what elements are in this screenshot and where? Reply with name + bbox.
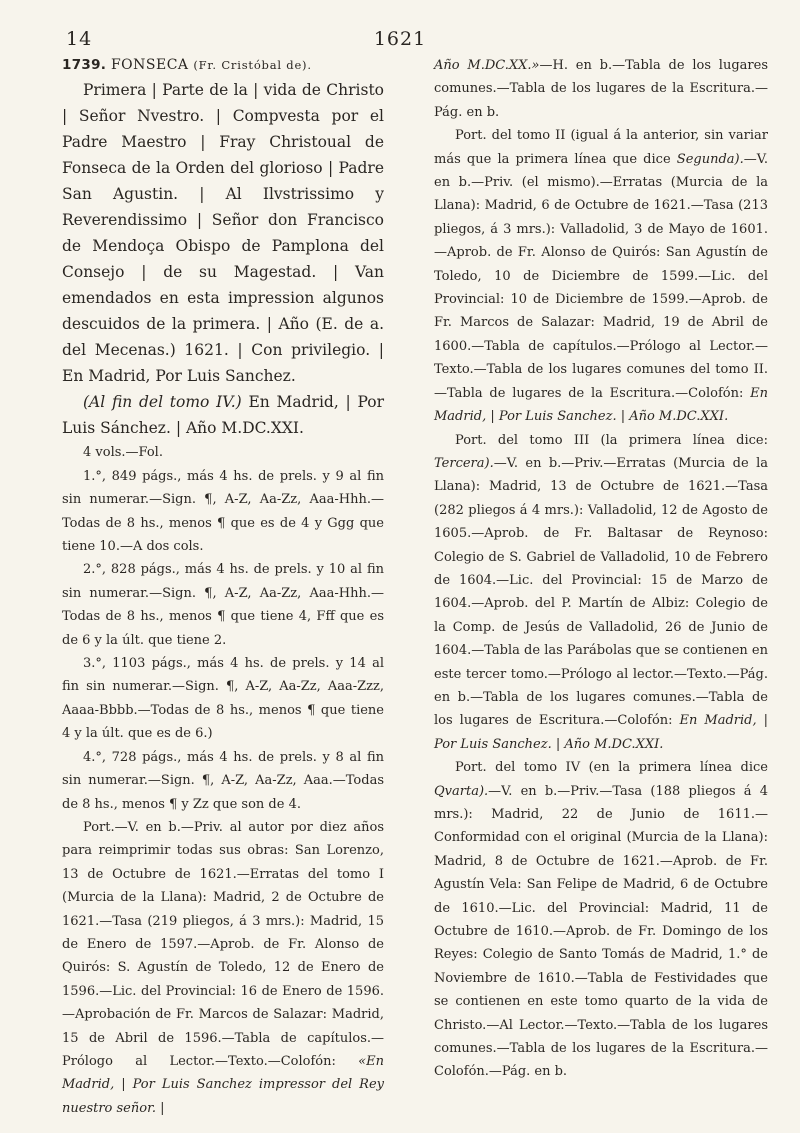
- preliminaries-colophon: «En Madrid, | Por Luis Sanchez impressor del Rey nuestro señor. |: [62, 1053, 384, 1116]
- preliminaries-text: Port.—V. en b.—Priv. al autor por diez años para reimprimir todas sus obras: San Lorenzo, 13 de Octubre de 1621.—Erratas del tomo I (Murcia de la Llana): Madrid, 2 de Octubre de 1621.—Tasa (219 pliegos, á 3 mrs.): Madrid, 15 de Enero de 1597.—Aprob. de Fr. Alonso de Quirós: S. Agustín de Toledo, 12 de Enero de 1596.—Lic. del Provincial: 16 de Enero de 1596.—Aprobación de Fr. Marcos de Salazar: Madrid, 15 de Abril de 1596.—Tabla de capítulos.—Prólogo al Lector.—Texto.—Colofón:: [62, 819, 384, 1069]
- vol3-italic-a: Tercera).: [434, 455, 494, 471]
- volume-2-desc: 2.°, 828 págs., más 4 hs. de prels. y 10 al fin sin numerar.—Sign. ¶, A-Z, Aa-Zz, Aaa-Hhh.—Todas de 8 hs., menos ¶ que tiene 4, Fff que es de 6 y la últ. que tiene 2.: [62, 562, 384, 648]
- page-number: 14: [66, 28, 93, 50]
- right-column: [434, 54, 768, 1084]
- volume-3-preliminaries: [434, 429, 768, 757]
- vol4-text-b: —V. en b.—Priv.—Tasa (188 pliegos á 4 mrs.): Madrid, 22 de Junio de 1611.—Conformidad con el original (Murcia de la Llana): Madrid, 8 de Octubre de 1621.—Aprob. de Fr. Agustín Vela: San Felipe de Madrid, 6 de Octubre de 1610.—Lic. del Provincial: Madrid, 11 de Octubre de 1610.—Aprob. de Fr. Domingo de los Reyes: Colegio de Santo Tomás de Madrid, 1.° de Noviembre de 1610.—Tabla de Festividades que se contienen en este tomo quarto de la vida de Christo.—Al Lector.—Texto.—Tabla de los lugares comunes.—Tabla de los lugares de la Escritura.—Colofón.—Pág. en b.: [434, 783, 768, 1080]
- volume-3-desc: 3.°, 1103 págs., más 4 hs. de prels. y 14 al fin sin numerar.—Sign. ¶, A-Z, Aa-Zz, Aaa-Zzz, Aaaa-Bbbb.—Todas de 8 hs., menos ¶ que tiene 4 y la últ. que es de 6.): [62, 656, 384, 742]
- page-year: 1621: [373, 28, 427, 50]
- vol4-italic-a: Qvarta).: [434, 783, 489, 799]
- book-title: Primera | Parte de la | vida de Christo | Señor Nvestro. | Compvesta por el Padre Maestro | Fray Christoual de Fonseca de la Orden del glorioso | Padre San Agustin. | Al Ilvstrissimo y Reverendissimo | Señor don Francisco de Mendoça Obispo de Pamplona del Consejo | de su Magestad. | Van emendados en esta impression algunos descuidos de la primera. | Año (E. de a. del Mecenas.) 1621. | Con privilegio. | En Madrid, Por Luis Sanchez.: [62, 81, 384, 386]
- preliminaries-desc: [62, 816, 384, 1120]
- entry-author: FONSECA: [110, 57, 189, 73]
- left-column: [62, 54, 384, 1120]
- colophon-rest: En Madrid, | Por Luis Sánchez. | Año M.DC.XXI.: [62, 393, 384, 438]
- vol3-text-a: Port. del tomo III (la primera línea dice:: [455, 432, 768, 448]
- entry-author-rest: (Fr. Cristóbal de).: [193, 58, 312, 72]
- vol3-text-b: —V. en b.—Priv.—Erratas (Murcia de la Llana): Madrid, 13 de Octubre de 1621.—Tasa (282 pliegos á 4 mrs.): Valladolid, 12 de Agosto de 1605.—Aprob. de Fr. Baltasar de Reynoso: Colegio de S. Gabriel de Valladolid, 10 de Febrero de 1604.—Lic. del Provincial: 15 de Marzo de 1604.—Aprob. del P. Martín de Albiz: Colegio de la Comp. de Jesús de Valladolid, 26 de Junio de 1604.—Tabla de las Parábolas que se contienen en este tercer tomo.—Prólogo al lector.—Texto.—Pág. en b.—Tabla de los lugares comunes.—Tabla de los lugares de Escritura.—Colofón:: [434, 455, 768, 729]
- volume-1-desc: 1.°, 849 págs., más 4 hs. de prels. y 9 al fin sin numerar.—Sign. ¶, A-Z, Aa-Zz, Aaa-Hhh.—Todas de 8 hs., menos ¶ que es de 4 y Ggg que tiene 10.—A dos cols.: [62, 468, 384, 555]
- vol2-italic-a: Segunda).: [676, 151, 744, 167]
- volumes-note: 4 vols.—Fol.: [83, 445, 163, 461]
- entry-heading: [62, 54, 384, 77]
- title-colophon: [62, 389, 384, 441]
- vol4-text-a: Port. del tomo IV (en la primera línea dice: [455, 760, 768, 776]
- vol3-colophon: En Madrid, | Por Luis Sanchez. | Año M.DC.XXI.: [434, 713, 768, 752]
- entry-number: 1739.: [62, 57, 107, 73]
- volume-4-desc: 4.°, 728 págs., más 4 hs. de prels. y 8 al fin sin numerar.—Sign. ¶, A-Z, Aa-Zz, Aaa.—Todas de 8 hs., menos ¶ y Zz que son de 4.: [62, 749, 384, 812]
- colophon-italic: (Al fin del tomo IV.): [83, 393, 242, 412]
- vol1-colophon-rest: —H. en b.—Tabla de los lugares comunes.—Tabla de los lugares de la Escritura.—Pág. en b.: [434, 58, 768, 120]
- vol2-text-b: —V. en b.—Priv. (el mismo).—Erratas (Murcia de la Llana): Madrid, 6 de Octubre de 1621.—Tasa (213 pliegos, á 3 mrs.): Valladolid, 3 de Mayo de 1601.—Aprob. de Fr. Alonso de Quirós: San Agustín de Toledo, 10 de Diciembre de 1599.—Lic. del Provincial: 10 de Diciembre de 1599.—Aprob. de Fr. Marcos de Salazar: Madrid, 19 de Abril de 1600.—Tabla de capítulos.—Prólogo al Lector.—Texto.—Tabla de los lugares comunes del tomo II.—Tabla de lugares de la Escritura.—Colofón:: [434, 151, 768, 401]
- page-header: [60, 28, 740, 54]
- vol1-colophon-cont: [434, 54, 768, 124]
- vol2-colophon: En Madrid, | Por Luis Sanchez. | Año M.DC.XXI.: [434, 385, 768, 425]
- vol2-text-a: Port. del tomo II (igual á la anterior, sin variar más que la primera línea que dice: [434, 128, 768, 167]
- volume-2-preliminaries: [434, 124, 768, 428]
- vol1-colophon-year: Año M.DC.XX.»: [434, 58, 540, 73]
- volume-4-preliminaries: [434, 756, 768, 1084]
